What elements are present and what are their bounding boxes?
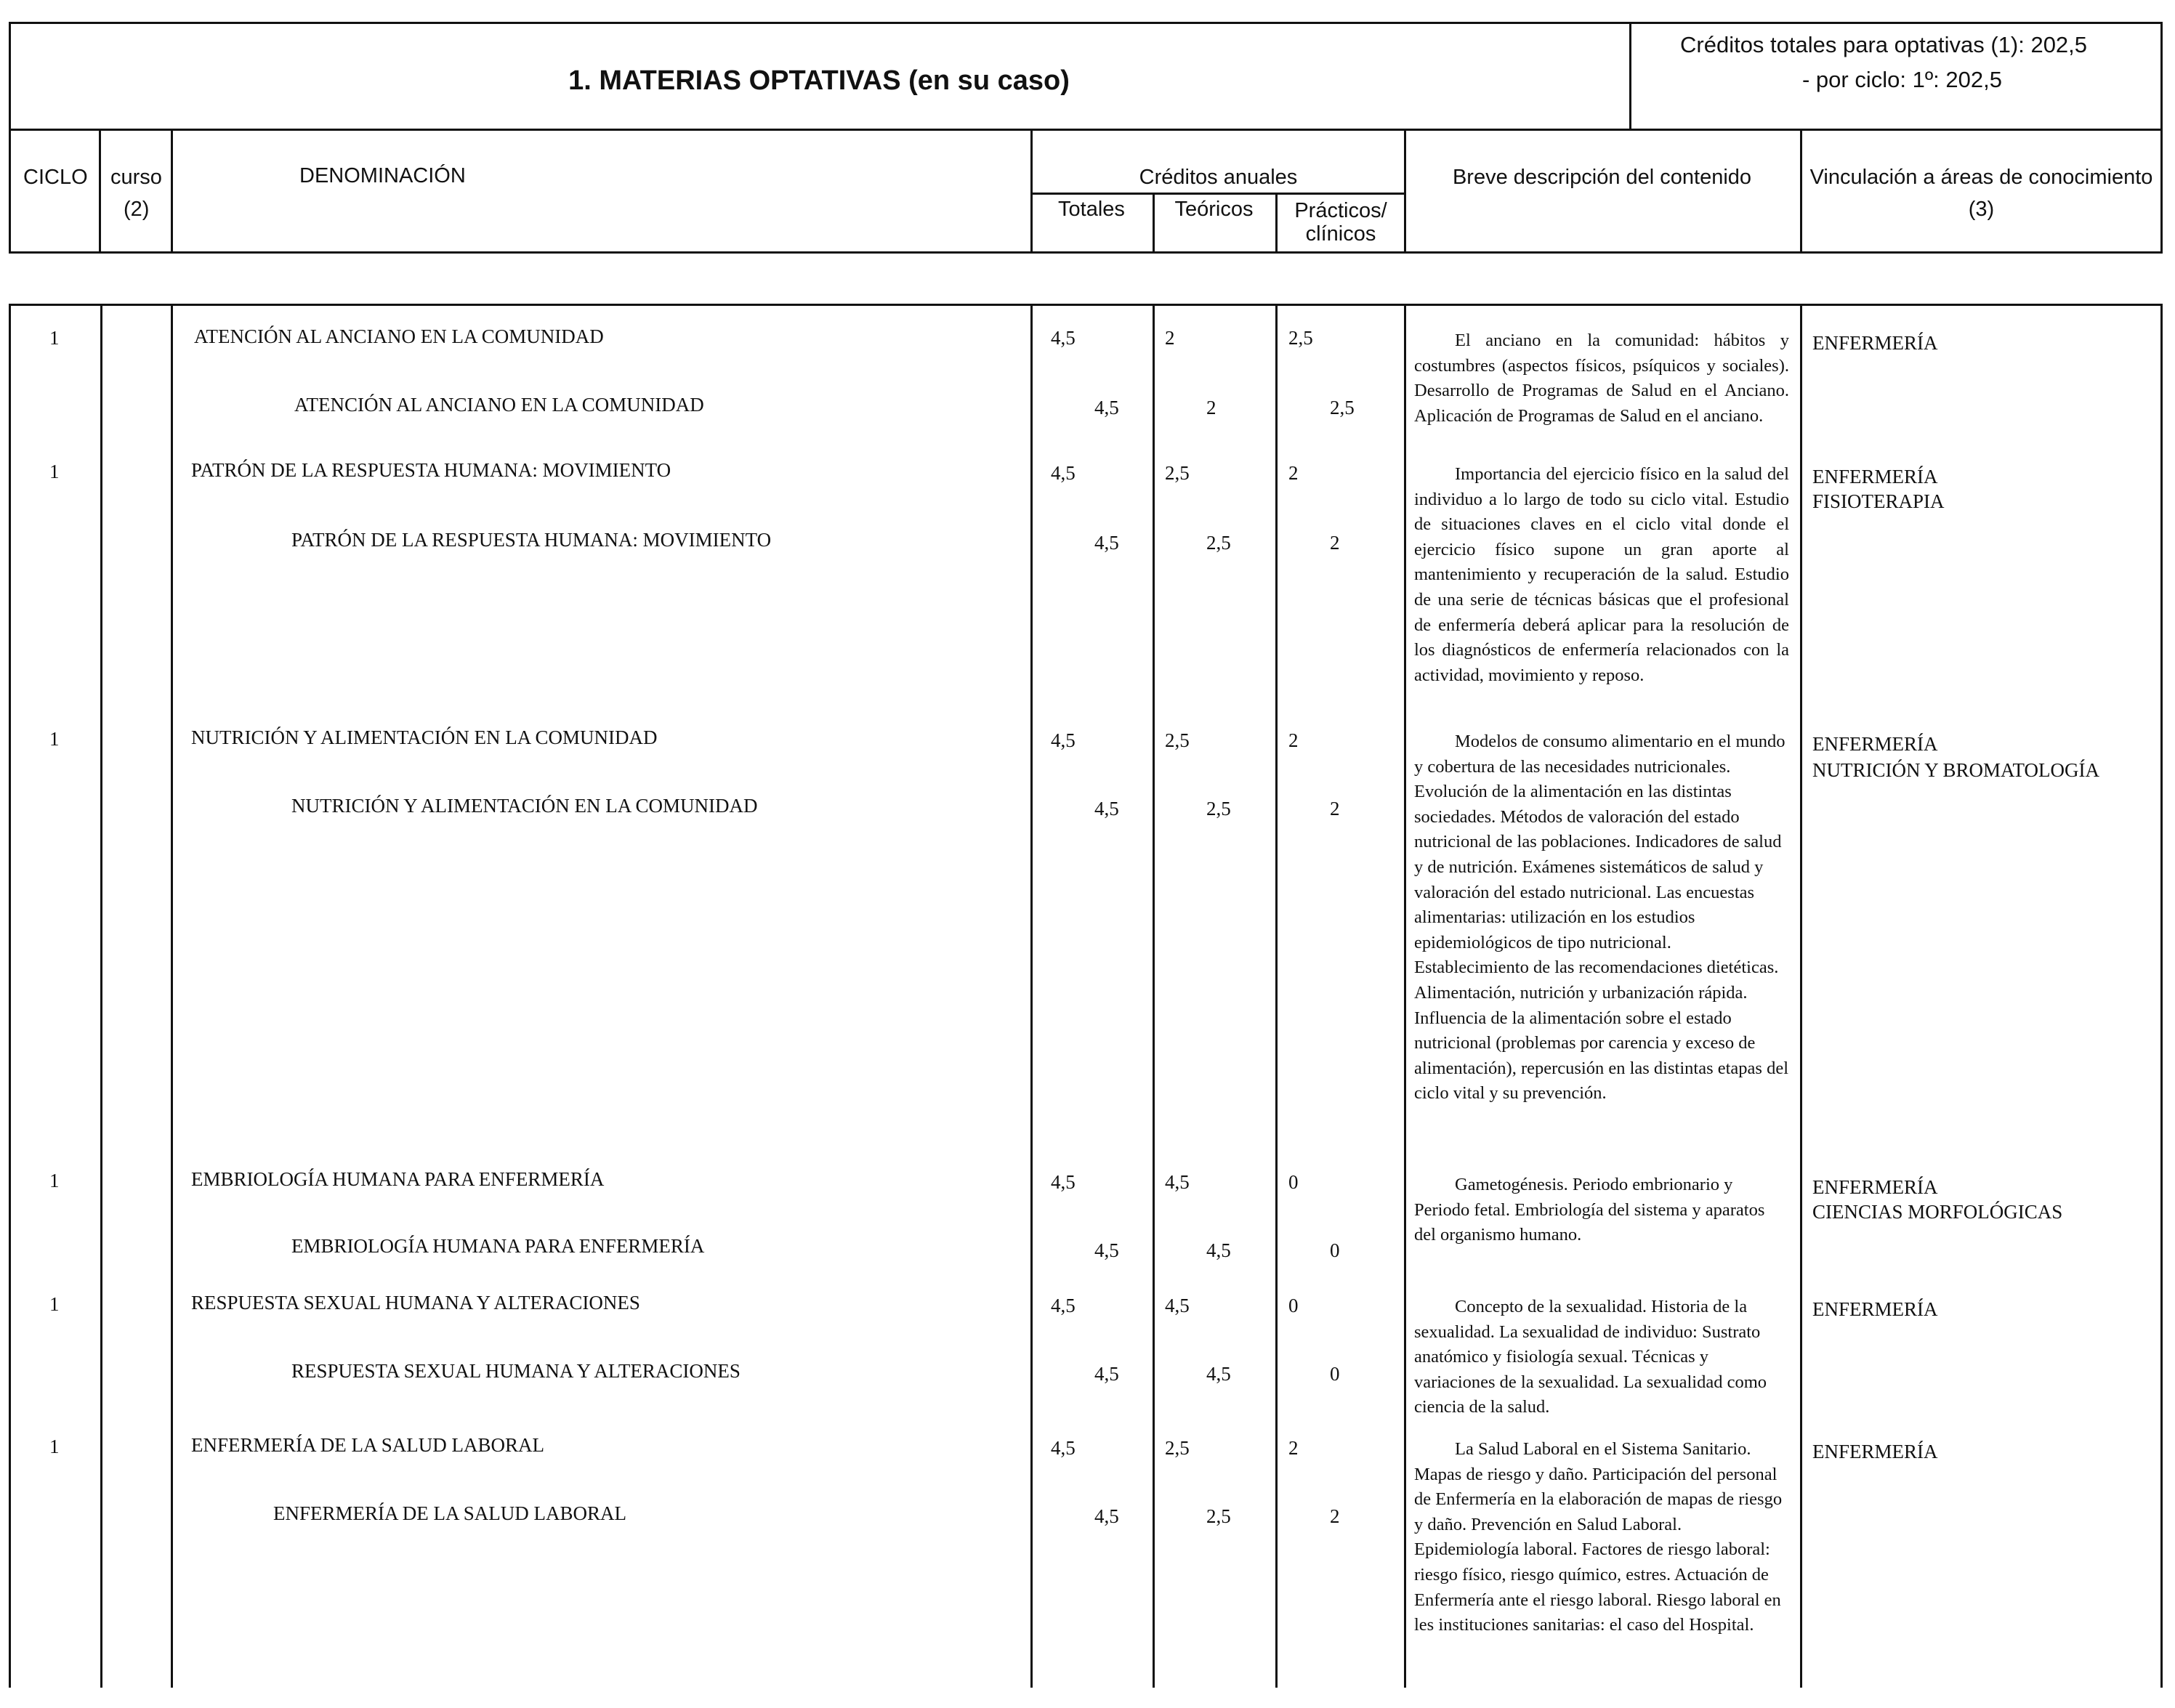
row-area-1: ENFERMERÍA: [1812, 733, 1938, 755]
row-description: La Salud Laboral en el Sistema Sanitario. Mapas de riesgo y daño. Participación del personal de Enfermería en la elaboración de mapas de riesgo y daño. Prevención en Salud Laboral. Epidemiología laboral. Factores de riesgo laboral: riesgo físico, riesgo químico, estres. Actuación de Enfermería ante el riesgo laboral. Riesgo laboral en les instituciones sanitarias: el caso del Hospital.: [1414, 1439, 1783, 1635]
row-subject-subname: RESPUESTA SEXUAL HUMANA Y ALTERACIONES: [291, 1360, 741, 1382]
row-sub-teoricos: 2,5: [1206, 798, 1231, 819]
header-curso: curso: [110, 166, 162, 189]
row-subject-subname: PATRÓN DE LA RESPUESTA HUMANA: MOVIMIENTO: [291, 529, 772, 551]
row-subject-name: ENFERMERÍA DE LA SALUD LABORAL: [191, 1434, 545, 1456]
row-ciclo: 1: [49, 1436, 60, 1457]
row-teoricos: 2,5: [1165, 462, 1190, 484]
row-sub-totales: 4,5: [1094, 1505, 1119, 1527]
body-col-line: [1800, 304, 1802, 1688]
row-totales: 4,5: [1051, 462, 1076, 484]
header-vinculacion: Vinculación a áreas de conocimiento: [1809, 166, 2153, 189]
row-practicos: 2: [1288, 1437, 1299, 1459]
row-description: Modelos de consumo alimentario en el mundo y cobertura de las necesidades nutricionales. Evolución de la alimentación en las distintas sociedades. Métodos de valoración del estado nutricional de las poblaciones. Indicadores de salud y de nutrición. Exámenes sistemáticos de salud y valoración del estado nutricional. Las encuestas alimentarias: utilización en los estudios epidemiológicos de tipo nutricional. Establecimiento de las recomendaciones dietéticas. Alimentación, nutrición y urbanización rápida. Influencia de la alimentación sobre el estado nutricional (problemas por carencia y exceso de alimentación), repercusión en las distintas etapas del ciclo vital y su prevención.: [1414, 732, 1789, 1104]
row-sub-practicos: 2: [1330, 532, 1340, 554]
col-line: [171, 129, 173, 254]
row-ciclo: 1: [49, 1293, 60, 1315]
row-sub-teoricos: 2: [1206, 397, 1216, 418]
row-subject-subname: EMBRIOLOGÍA HUMANA PARA ENFERMERÍA: [291, 1235, 705, 1257]
header-curso-note: (2): [124, 198, 150, 221]
col-line: [1030, 129, 1033, 254]
row-subject-name: PATRÓN DE LA RESPUESTA HUMANA: MOVIMIENTO: [191, 459, 671, 481]
sub-header-line: [1030, 193, 1406, 195]
row-description: Gametogénesis. Periodo embrionario y Periodo fetal. Embriología del sistema y aparatos del organismo humano.: [1414, 1175, 1765, 1245]
row-teoricos: 2,5: [1165, 1437, 1190, 1459]
body-col-line: [2160, 304, 2163, 1688]
col-line: [99, 129, 101, 254]
row-sub-totales: 4,5: [1094, 1363, 1119, 1385]
row-practicos: 0: [1288, 1171, 1299, 1193]
row-area-1: ENFERMERÍA: [1812, 1441, 1938, 1462]
row-totales: 4,5: [1051, 1437, 1076, 1459]
header-practicos: Prácticos/: [1294, 199, 1387, 222]
row-totales: 4,5: [1051, 1295, 1076, 1316]
body-col-line: [171, 304, 173, 1688]
row-subject-name: RESPUESTA SEXUAL HUMANA Y ALTERACIONES: [191, 1292, 640, 1314]
row-sub-teoricos: 4,5: [1206, 1239, 1231, 1261]
row-subject-subname: ATENCIÓN AL ANCIANO EN LA COMUNIDAD: [294, 394, 704, 416]
row-totales: 4,5: [1051, 327, 1076, 349]
header-breve-descripcion: Breve descripción del contenido: [1452, 166, 1752, 189]
header-vinculacion-note: (3): [1968, 198, 1995, 221]
row-area-1: ENFERMERÍA: [1812, 1176, 1938, 1198]
title-divider: [1629, 22, 1631, 131]
row-sub-practicos: 0: [1330, 1239, 1340, 1261]
row-ciclo: 1: [49, 327, 60, 349]
row-subject-name: NUTRICIÓN Y ALIMENTACIÓN EN LA COMUNIDAD: [191, 726, 658, 748]
row-sub-practicos: 0: [1330, 1363, 1340, 1385]
row-sub-practicos: 2: [1330, 798, 1340, 819]
row-area-1: ENFERMERÍA: [1812, 332, 1938, 354]
row-description: Importancia del ejercicio físico en la salud del individuo a lo largo de todo su ciclo vital. Estudio de situaciones claves en el ciclo vital donde el ejercicio físico supone un gran aporte al mantenimiento y recuperación de la salud. Estudio de una serie de técnicas básicas que el profesional de enfermería deberá aplicar para la resolución de los diagnósticos de enfermería relacionados con la actividad, movimiento y reposo.: [1414, 464, 1789, 685]
body-col-line: [1153, 304, 1155, 1688]
row-practicos: 2,5: [1288, 327, 1313, 349]
header-creditos-anuales: Créditos anuales: [1139, 166, 1298, 189]
row-sub-totales: 4,5: [1094, 532, 1119, 554]
header-denominacion: DENOMINACIÓN: [299, 164, 466, 187]
body-col-line: [1404, 304, 1406, 1688]
row-teoricos: 4,5: [1165, 1171, 1190, 1193]
row-practicos: 2: [1288, 462, 1299, 484]
row-sub-practicos: 2,5: [1330, 397, 1355, 418]
row-practicos: 0: [1288, 1295, 1299, 1316]
header-ciclo: CICLO: [23, 166, 88, 189]
row-area-1: ENFERMERÍA: [1812, 466, 1938, 487]
page-title: 1. MATERIAS OPTATIVAS (en su caso): [568, 65, 1070, 96]
row-area-1: ENFERMERÍA: [1812, 1298, 1938, 1320]
row-sub-teoricos: 2,5: [1206, 1505, 1231, 1527]
row-ciclo: 1: [49, 1170, 60, 1191]
row-sub-practicos: 2: [1330, 1505, 1340, 1527]
header-totales: Totales: [1058, 198, 1125, 221]
row-totales: 4,5: [1051, 1171, 1076, 1193]
row-sub-teoricos: 4,5: [1206, 1363, 1231, 1385]
row-sub-teoricos: 2,5: [1206, 532, 1231, 554]
row-subject-subname: NUTRICIÓN Y ALIMENTACIÓN EN LA COMUNIDAD: [291, 795, 758, 817]
col-line: [1800, 129, 1802, 254]
column-header: [9, 129, 2163, 254]
body-top-line: [9, 304, 2163, 306]
row-subject-name: EMBRIOLOGÍA HUMANA PARA ENFERMERÍA: [191, 1168, 605, 1190]
row-teoricos: 2: [1165, 327, 1175, 349]
row-subject-subname: ENFERMERÍA DE LA SALUD LABORAL: [273, 1502, 627, 1524]
row-description: El anciano en la comunidad: hábitos y costumbres (aspectos físicos, psíquicos y sociales). Desarrollo de Programas de Salud en el Anciano. Aplicación de Programas de Salud en el anciano.: [1414, 331, 1789, 426]
row-sub-totales: 4,5: [1094, 1239, 1119, 1261]
row-totales: 4,5: [1051, 729, 1076, 751]
body-col-line: [9, 304, 11, 1688]
credits-total: Créditos totales para optativas (1): 202,5: [1680, 32, 2088, 57]
row-area-2: NUTRICIÓN Y BROMATOLOGÍA: [1812, 759, 2099, 781]
row-area-2: FISIOTERAPIA: [1812, 490, 1945, 512]
row-sub-totales: 4,5: [1094, 397, 1119, 418]
row-ciclo: 1: [49, 728, 60, 750]
row-teoricos: 4,5: [1165, 1295, 1190, 1316]
row-description: Concepto de la sexualidad. Historia de la sexualidad. La sexualidad de individuo: Sustrato anatómico y fisiología sexual. Técnicas y variaciones de la sexualidad. La sexualidad como ciencia de la salud.: [1414, 1297, 1767, 1417]
body-col-line: [1030, 304, 1033, 1688]
credits-per-cycle: - por ciclo: 1º: 202,5: [1802, 67, 2002, 92]
row-area-2: CIENCIAS MORFOLÓGICAS: [1812, 1201, 2063, 1223]
row-subject-name: ATENCIÓN AL ANCIANO EN LA COMUNIDAD: [194, 325, 604, 347]
row-ciclo: 1: [49, 461, 60, 482]
row-teoricos: 2,5: [1165, 729, 1190, 751]
header-clinicos: clínicos: [1305, 222, 1376, 246]
body-col-line: [100, 304, 102, 1688]
header-teoricos: Teóricos: [1174, 198, 1254, 221]
row-sub-totales: 4,5: [1094, 798, 1119, 819]
row-practicos: 2: [1288, 729, 1299, 751]
body-col-line: [1275, 304, 1278, 1688]
